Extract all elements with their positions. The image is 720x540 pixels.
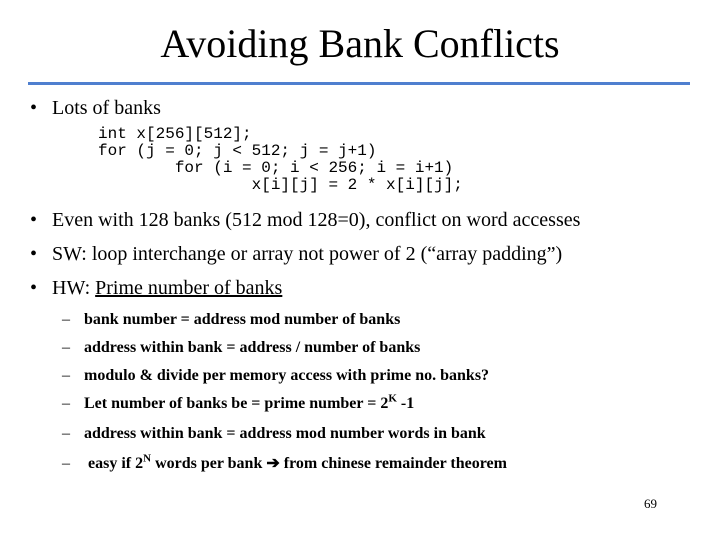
slide-title: Avoiding Bank Conflicts — [160, 21, 560, 66]
sub-text-middle: words per bank — [151, 455, 267, 472]
sub-easy-if-2n — [62, 454, 507, 474]
dash-glyph: – — [62, 311, 70, 328]
sub-address-within-bank-mod — [62, 424, 486, 444]
sub-prime-number-banks — [62, 394, 414, 414]
bullet-text: Even with 128 banks (512 mod 128=0), conflict on word accesses — [52, 209, 581, 231]
sub-text-tail: from chinese remainder theorem — [279, 455, 507, 472]
sub-text-suffix: -1 — [396, 395, 415, 412]
sub-text: easy if 2 — [84, 455, 144, 472]
bullet-lots-of-banks — [30, 96, 161, 120]
dash-glyph: – — [62, 367, 70, 384]
bullet-text: SW: loop interchange or array not power of 2 (“array padding”) — [52, 243, 563, 265]
code-block: int x[256][512]; for (j = 0; j < 512; j = j+1) for (i = 0; i < 256; i = i+1) x[i][j] = 2 * x[i][j]; — [98, 125, 463, 194]
bullet-glyph: • — [30, 209, 38, 231]
sub-text: Let number of banks be = prime number = 2 — [84, 395, 389, 412]
bullet-even-with-128-banks — [30, 208, 580, 232]
prime-banks-link[interactable]: Prime number of banks — [95, 277, 283, 299]
bullet-glyph: • — [30, 243, 38, 265]
sub-text: address within bank = address mod number words in bank — [84, 425, 486, 442]
bullet-glyph: • — [30, 97, 38, 119]
dash-glyph: – — [62, 425, 70, 442]
sub-address-within-bank-div — [62, 338, 420, 358]
sub-text: bank number = address mod number of banks — [84, 311, 401, 328]
dash-glyph: – — [62, 395, 70, 412]
bullet-text: HW: — [52, 277, 96, 299]
bullet-hw-prime-banks — [30, 276, 282, 300]
bullet-sw-loop-interchange — [30, 242, 562, 266]
sub-bank-number — [62, 310, 400, 330]
dash-glyph: – — [62, 455, 70, 472]
dash-glyph: – — [62, 339, 70, 356]
exponent-k: K — [388, 392, 397, 405]
bullet-text: Lots of banks — [52, 97, 161, 119]
exponent-n: N — [143, 452, 152, 465]
right-arrow-icon: ➔ — [266, 455, 280, 472]
sub-text: modulo & divide per memory access with prime no. banks? — [84, 367, 490, 384]
page-number: 69 — [644, 496, 657, 511]
bullet-glyph: • — [30, 277, 38, 299]
sub-text: address within bank = address / number of banks — [84, 339, 421, 356]
title-divider — [28, 82, 690, 85]
sub-modulo-divide — [62, 366, 489, 386]
